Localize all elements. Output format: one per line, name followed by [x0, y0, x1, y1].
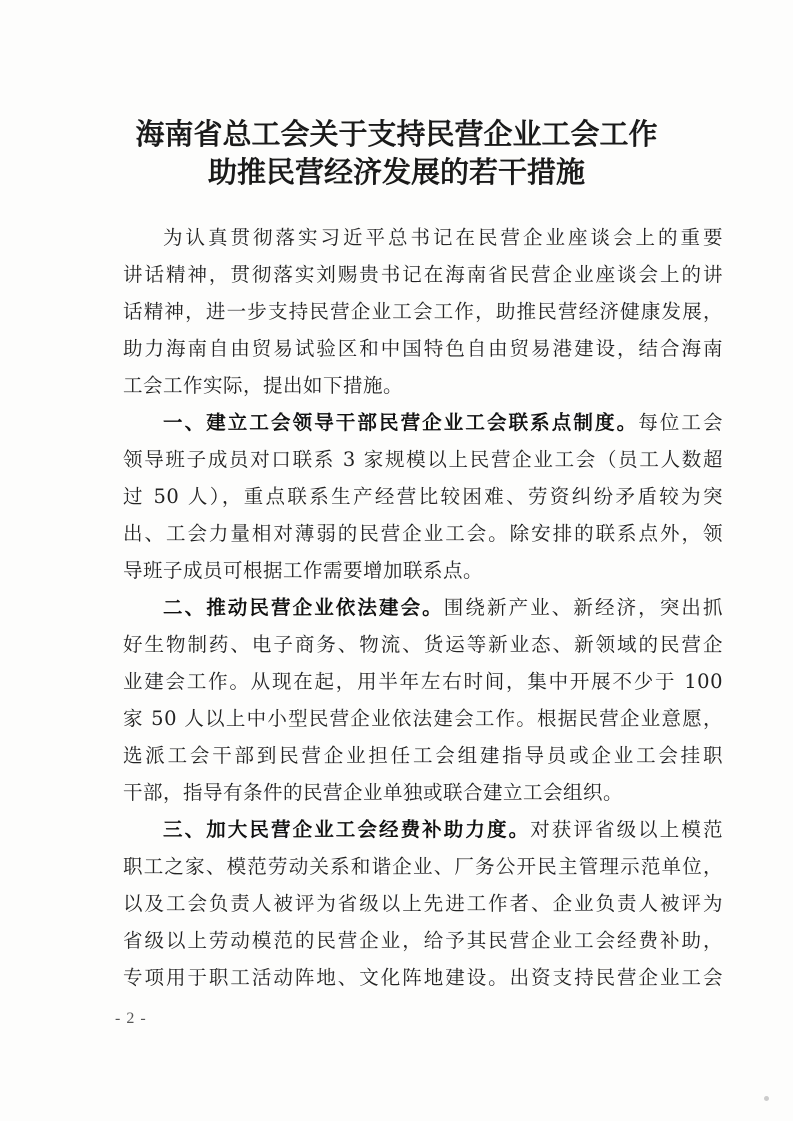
document-title-line-2: 助推民营经济发展的若干措施 [207, 155, 585, 189]
section-heading: 一、建立工会领导干部民营企业工会联系点制度。 [163, 411, 639, 434]
paragraph-line: 导班子成员可根据工作需要增加联系点。 [123, 559, 484, 582]
paragraph-line: 过 50 人），重点联系生产经营比较困难、劳资纠纷矛盾较为突 [123, 485, 723, 508]
paragraph-line: 家 50 人以上中小型民营企业依法建会工作。根据民营企业意愿， [123, 707, 723, 730]
paragraph-line: 专项用于职工活动阵地、文化阵地建设。出资支持民营企业工会 [123, 966, 723, 989]
paragraph-line: 选派工会干部到民营企业担任工会组建指导员或企业工会挂职 [123, 744, 723, 767]
section-heading: 二、推动民营企业依法建会。 [163, 596, 444, 619]
paragraph-text: 围绕新产业、新经济，突出抓 [443, 596, 723, 619]
section-heading: 三、加大民营企业工会经费补助力度。 [163, 818, 531, 841]
section-heading-line [163, 407, 723, 437]
paragraph-line: 好生物制药、电子商务、物流、货运等新业态、新领域的民营企 [123, 633, 723, 656]
paragraph-line: 业建会工作。从现在起，用半年左右时间，集中开展不少于 100 [123, 670, 723, 693]
paragraph-line: 省级以上劳动模范的民营企业，给予其民营企业工会经费补助， [123, 929, 723, 952]
paragraph-line: 讲话精神，贯彻落实刘赐贵书记在海南省民营企业座谈会上的讲 [123, 263, 723, 286]
scan-dot [764, 1096, 769, 1101]
paragraph-line: 领导班子成员对口联系 3 家规模以上民营企业工会（员工人数超 [123, 448, 723, 471]
section-heading-line [163, 592, 723, 622]
document-title-line-1: 海南省总工会关于支持民营企业工会工作 [135, 117, 658, 151]
paragraph-line: 干部，指导有条件的民营企业单独或联合建立工会组织。 [123, 781, 624, 804]
paragraph-line: 助力海南自由贸易试验区和中国特色自由贸易港建设，结合海南 [123, 337, 723, 360]
paragraph-line: 以及工会负责人被评为省级以上先进工作者、企业负责人被评为 [123, 892, 723, 915]
paragraph-line: 工会工作实际，提出如下措施。 [123, 374, 404, 397]
paragraph-line: 职工之家、模范劳动关系和谐企业、厂务公开民主管理示范单位， [123, 855, 723, 878]
paragraph-line: 出、工会力量相对薄弱的民营企业工会。除安排的联系点外，领 [123, 522, 723, 545]
paragraph-line: 话精神，进一步支持民营企业工会工作，助推民营经济健康发展， [123, 300, 723, 323]
section-heading-line [163, 814, 723, 844]
paragraph-text: 每位工会 [638, 411, 723, 434]
page-number: - 2 - [115, 1010, 147, 1027]
paragraph-line: 为认真贯彻落实习近平总书记在民营企业座谈会上的重要 [163, 226, 723, 249]
paragraph-text: 对获评省级以上模范 [530, 818, 723, 841]
